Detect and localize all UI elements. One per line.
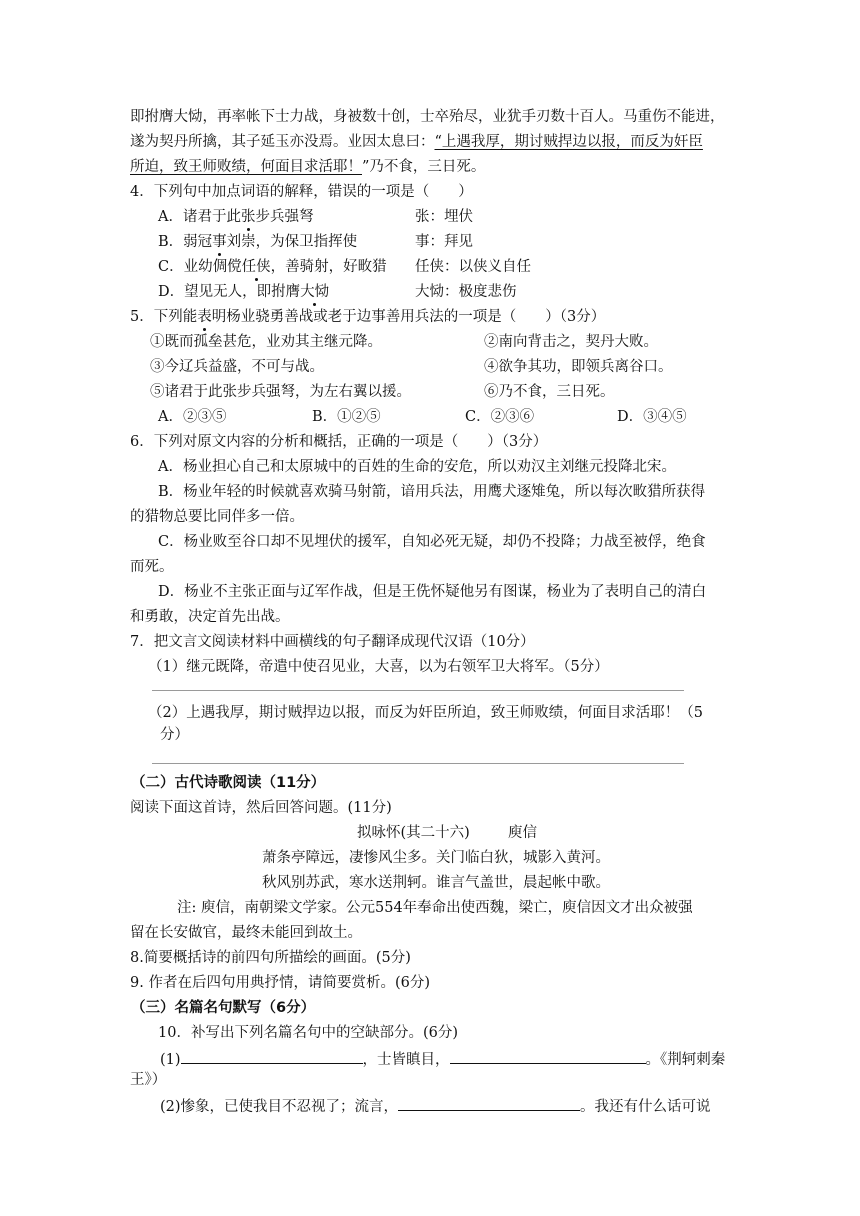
question-7-item-2: （2）上遇我厚，期讨贼捍边以报，而反为奸臣所迫，致王师败绩，何面目求活耶！（5 bbox=[148, 705, 703, 721]
poem-title: 拟咏怀(其二十六) bbox=[357, 825, 470, 841]
question-4-option-c: C．业幼倜傥任侠，善骑射，好畋猎 bbox=[158, 259, 387, 275]
question-10-item-1-cont: 王》） bbox=[130, 1072, 167, 1088]
question-6-option-c-cont: 而死。 bbox=[130, 559, 174, 575]
sentence-4: ④欲争其功，即领兵离谷口。 bbox=[484, 359, 673, 375]
question-4-option-d: D．望见无人，即拊膺大恸 bbox=[158, 284, 330, 300]
question-10-item-2: (2)惨象，已使我目不忍视了；流言， 。我还有什么话可说 bbox=[160, 1095, 711, 1117]
dotted-word: 任侠 bbox=[241, 259, 271, 275]
question-7-item-1: （1）继元既降，帝遣中使召见业，大喜，以为右领军卫大将军。（5分） bbox=[148, 659, 609, 675]
sentence-2: ②南向背击之，契丹大败。 bbox=[484, 334, 658, 350]
underlined-sentence: 所迫，致王师败绩，何面目求活耶！ bbox=[130, 159, 362, 175]
dotted-word: 大恸 bbox=[300, 284, 330, 300]
poem-note-cont: 留在长安做官，最终未能回到故土。 bbox=[130, 925, 362, 941]
answer-line-1[interactable] bbox=[152, 690, 684, 691]
sentence-1: ①既而孤垒甚危，业劝其主继元降。 bbox=[150, 334, 382, 350]
sentence-5: ⑤诸君于此张步兵强弩，为左右翼以援。 bbox=[150, 384, 411, 400]
question-7-stem: 7．把文言文阅读材料中画横线的句子翻译成现代汉语（10分） bbox=[130, 634, 535, 650]
question-4-stem: 4．下列句中加点词语的解释，错误的一项是（ ） bbox=[130, 184, 473, 200]
question-4-option-a: A．诸君于此张步兵强弩 bbox=[158, 209, 314, 225]
underlined-sentence: “上遇我厚，期讨贼捍边以报，而反为奸臣 bbox=[434, 134, 703, 150]
blank-field[interactable] bbox=[181, 1048, 363, 1064]
answer-line-2[interactable] bbox=[152, 763, 684, 764]
poem-author: 庾信 bbox=[508, 825, 537, 841]
question-4-gloss-c: 任侠：以侠义自任 bbox=[415, 259, 531, 275]
passage-line-2: 遂为契丹所擒，其子延玉亦没焉。业因太息曰：“上遇我厚，期讨贼捍边以报，而反为奸臣 bbox=[130, 134, 703, 150]
dotted-word: 张 bbox=[240, 209, 256, 225]
question-5-option-b: B．①②⑤ bbox=[312, 409, 381, 425]
question-6-option-c: C．杨业败至谷口却不见埋伏的援军，自知必死无疑，却仍不投降；力战至被俘，绝食 bbox=[158, 534, 706, 550]
question-4-option-b: B．弱冠事刘崇，为保卫指挥使 bbox=[158, 234, 358, 250]
sentence-6: ⑥乃不食，三日死。 bbox=[484, 384, 615, 400]
question-4-gloss-d: 大恸：极度悲伤 bbox=[415, 284, 517, 300]
question-5-stem: 5．下列能表明杨业骁勇善战或老于边事善用兵法的一项是（ ）（3分） bbox=[130, 309, 606, 325]
section-2-title: （二）古代诗歌阅读（11分） bbox=[131, 775, 326, 791]
question-6-option-d-cont: 和勇敢，决定首先出战。 bbox=[130, 609, 290, 625]
question-4-gloss-a: 张：埋伏 bbox=[415, 209, 473, 225]
dotted-word: 事 bbox=[212, 234, 227, 250]
question-7-item-2-cont: 分） bbox=[160, 727, 189, 743]
blank-field[interactable] bbox=[450, 1048, 646, 1064]
passage-line-1: 即拊膺大恸，再率帐下士力战，身被数十创，士卒殆尽，业犹手刃数十百人。马重伤不能进， bbox=[130, 109, 725, 125]
question-5-option-d: D．③④⑤ bbox=[617, 409, 687, 425]
passage-line-3: 所迫，致王师败绩，何面目求活耶！”乃不食，三日死。 bbox=[130, 159, 486, 175]
question-8: 8.简要概括诗的前四句所描绘的画面。(5分) bbox=[130, 950, 411, 966]
dotted-word: 能表明 bbox=[182, 309, 227, 325]
sentence-3: ③今辽兵益盛，不可与战。 bbox=[150, 359, 324, 375]
question-6-option-b: B．杨业年轻的时候就喜欢骑马射箭，谙用兵法，用鹰犬逐雉兔，所以每次畋猎所获得 bbox=[158, 484, 706, 500]
blank-field[interactable] bbox=[398, 1095, 580, 1111]
poem-note: 注: 庾信，南朝梁文学家。公元554年奉命出使西魏，梁亡，庾信因文才出众被强 bbox=[177, 900, 693, 916]
question-5-option-c: C．②③⑥ bbox=[465, 409, 535, 425]
poem-line-2: 秋风别苏武，寒水送荆轲。谁言气盖世，晨起帐中歌。 bbox=[262, 875, 610, 891]
question-9: 9. 作者在后四句用典抒情，请简要赏析。(6分) bbox=[130, 975, 430, 991]
question-6-stem: 6．下列对原文内容的分析和概括，正确的一项是（ ）（3分） bbox=[130, 434, 548, 450]
question-5-option-a: A．②③⑤ bbox=[158, 409, 227, 425]
section-3-title: （三）名篇名句默写（6分） bbox=[131, 1000, 316, 1016]
question-6-option-b-cont: 的猎物总要比同伴多一倍。 bbox=[130, 509, 304, 525]
poem-line-1: 萧条亭障远，凄惨风尘多。关门临白狄，城影入黄河。 bbox=[262, 850, 610, 866]
question-10-item-1: (1) ，士皆瞋目， 。《荆轲刺秦 bbox=[160, 1048, 725, 1070]
question-6-option-a: A．杨业担心自己和太原城中的百姓的生命的安危，所以劝汉主刘继元投降北宋。 bbox=[158, 459, 676, 475]
question-6-option-d: D．杨业不主张正面与辽军作战，但是王侁怀疑他另有图谋，杨业为了表明自己的清白 bbox=[158, 584, 707, 600]
question-10-stem: 10．补写出下列名篇名句中的空缺部分。(6分) bbox=[158, 1025, 458, 1041]
section-2-intro: 阅读下面这首诗，然后回答问题。(11分) bbox=[130, 800, 392, 816]
question-4-gloss-b: 事：拜见 bbox=[415, 234, 473, 250]
